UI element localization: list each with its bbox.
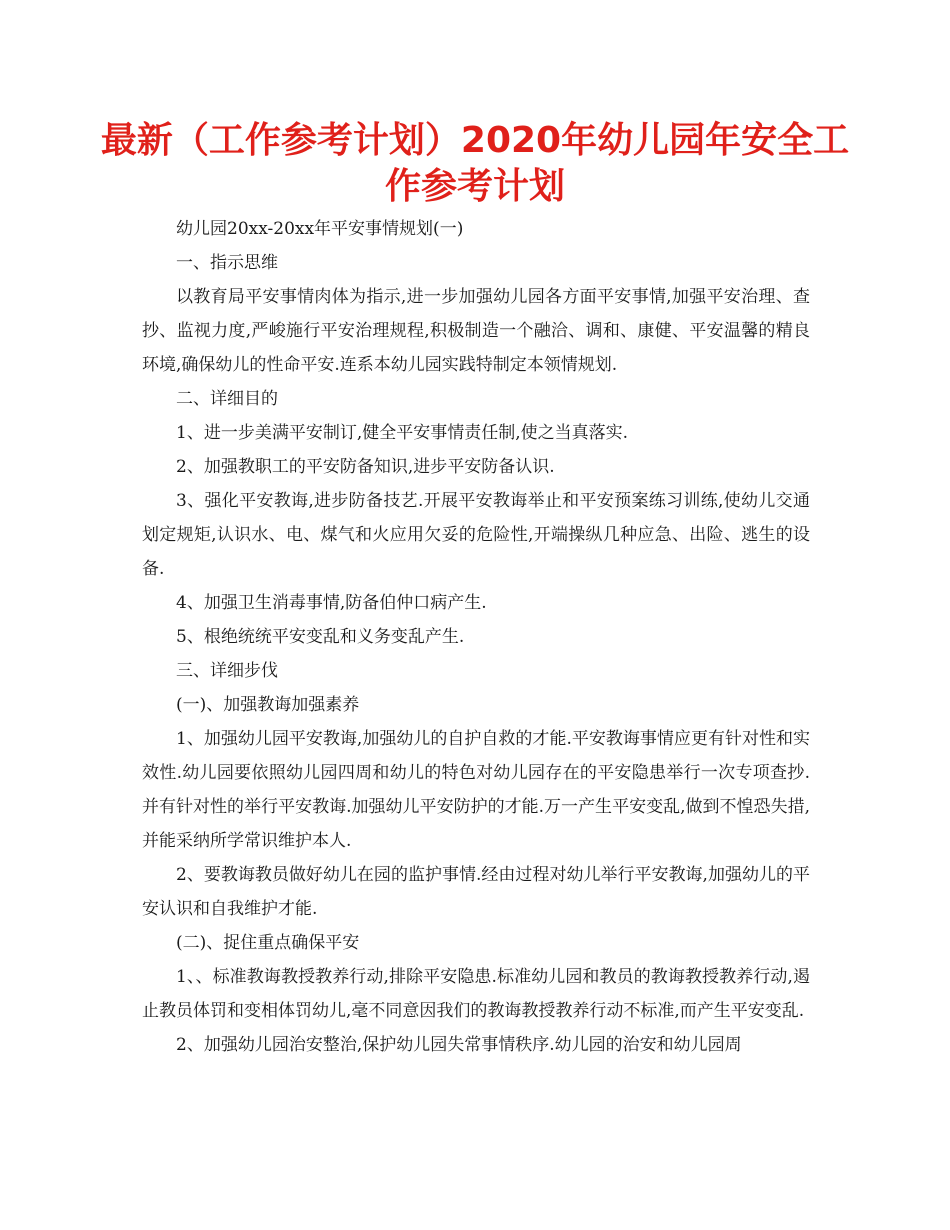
document-title: 最新（工作参考计划）2020年幼儿园年安全工作参考计划 bbox=[100, 120, 850, 207]
measure-item-2: 2、要教诲教员做好幼儿在园的监护事情.经由过程对幼儿举行平安教诲,加强幼儿的平安认识和自我维护才能. bbox=[142, 865, 810, 919]
section-heading-guiding-thought: 一、指示思维 bbox=[176, 253, 278, 273]
paragraph-plan-heading: 幼儿园20xx-20xx年平安事情规划(一) bbox=[176, 219, 464, 239]
key-point-item-1: 1、、标准教诲教授教养行动,排除平安隐患.标准幼儿园和教员的教诲教授教养行动,遏止教员体罚和变相体罚幼儿,毫不同意因我们的教诲教授教养行动不标准,而产生平安变乱. bbox=[142, 967, 810, 1021]
key-point-item-2: 2、加强幼儿园治安整治,保护幼儿园失常事情秩序.幼儿园的治安和幼儿园周 bbox=[176, 1035, 742, 1055]
goal-item-5: 5、根绝统统平安变乱和义务变乱产生. bbox=[176, 627, 465, 647]
paragraph-guiding-thought: 以教育局平安事情肉体为指示,进一步加强幼儿园各方面平安事情,加强平安治理、查抄、监视力度,严峻施行平安治理规程,积极制造一个融洽、调和、康健、平安温馨的精良环境,确保幼儿的性命平安.连系本幼儿园实践特制定本领情规划. bbox=[142, 287, 810, 375]
goal-item-2: 2、加强教职工的平安防备知识,进步平安防备认识. bbox=[176, 457, 555, 477]
goal-item-1: 1、进一步美满平安制订,健全平安事情责任制,使之当真落实. bbox=[176, 423, 629, 443]
section-heading-specific-measures: 三、详细步伐 bbox=[176, 661, 278, 681]
section-heading-specific-goals: 二、详细目的 bbox=[176, 389, 278, 409]
subsection-heading-education: (一)、加强教诲加强素养 bbox=[176, 695, 360, 715]
measure-item-1: 1、加强幼儿园平安教诲,加强幼儿的自护自救的才能.平安教诲事情应更有针对性和实效性.幼儿园要依照幼儿园四周和幼儿的特色对幼儿园存在的平安隐患举行一次专项查抄.并有针对性的举行平安教诲.加强幼儿平安防护的才能.万一产生平安变乱,做到不惶恐失措,并能采纳所学常识维护本人. bbox=[142, 729, 810, 851]
goal-item-3: 3、强化平安教诲,进步防备技艺.开展平安教诲举止和平安预案练习训练,使幼儿交通划定规矩,认识水、电、煤气和火应用欠妥的危险性,开端操纵几种应急、出险、逃生的设备. bbox=[142, 491, 810, 579]
subsection-heading-key-points: (二)、捉住重点确保平安 bbox=[176, 933, 360, 953]
document-body bbox=[142, 212, 810, 1062]
goal-item-4: 4、加强卫生消毒事情,防备伯仲口病产生. bbox=[176, 593, 487, 613]
